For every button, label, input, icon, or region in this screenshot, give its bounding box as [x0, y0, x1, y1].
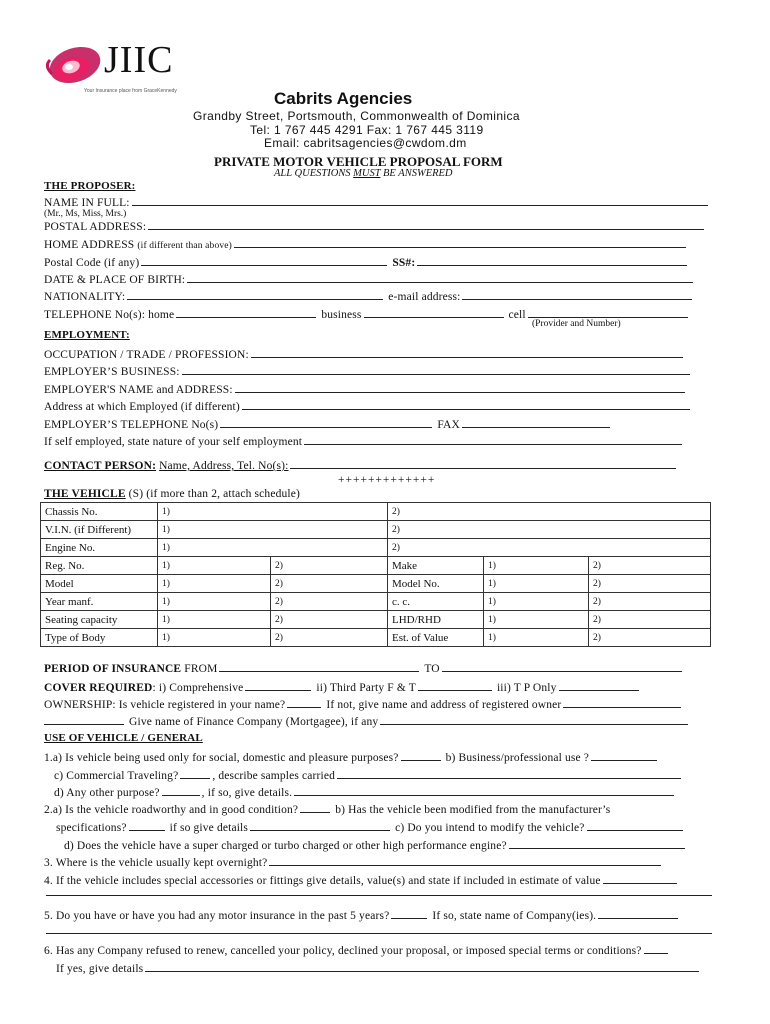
vehicle-2-cell[interactable]: 2)	[589, 611, 711, 629]
finance-field[interactable]	[380, 714, 688, 725]
q6-row	[44, 943, 670, 957]
home-address-label: HOME ADDRESS	[44, 239, 135, 251]
telephone-label: TELEPHONE No(s): home	[44, 309, 175, 321]
ownership-field[interactable]	[287, 697, 321, 708]
dob-label: DATE & PLACE OF BIRTH:	[44, 274, 186, 286]
logo-tagline: Your Insurance place from GraceKennedy	[84, 88, 177, 94]
employer-name-label: EMPLOYER'S NAME and ADDRESS:	[44, 384, 233, 396]
form-title: PRIVATE MOTOR VEHICLE PROPOSAL FORM	[214, 154, 503, 169]
table-row	[41, 611, 711, 629]
name-field[interactable]	[132, 195, 708, 206]
vehicle-heading: THE VEHICLE	[44, 488, 126, 500]
q5-row	[44, 908, 680, 922]
q1d-b-label: , if so, give details.	[201, 787, 293, 799]
q5-label: 5. Do you have or have you had any motor insurance in the past 5 years?	[44, 910, 390, 922]
vehicle-1-cell[interactable]: 1)	[158, 539, 388, 557]
nationality-row	[44, 289, 694, 303]
employment-heading: EMPLOYMENT:	[44, 329, 130, 341]
vehicle-2-cell[interactable]: 2)	[388, 503, 711, 521]
registered-owner-cont-field[interactable]	[44, 714, 124, 725]
employer-phone-field[interactable]	[220, 417, 432, 428]
vehicle-2-cell[interactable]: 2)	[589, 575, 711, 593]
table-row	[41, 593, 711, 611]
occupation-row	[44, 347, 685, 361]
vehicle-1-cell[interactable]: 1)	[158, 521, 388, 539]
q2d-field[interactable]	[509, 838, 685, 849]
row-label: Model	[41, 575, 158, 593]
registered-owner-field[interactable]	[563, 697, 681, 708]
q5-field[interactable]	[391, 908, 427, 919]
q1d-field[interactable]	[162, 785, 200, 796]
employer-business-field[interactable]	[182, 364, 690, 375]
samples-field[interactable]	[337, 768, 681, 779]
row-label: c. c.	[388, 593, 484, 611]
row-label: Model No.	[388, 575, 484, 593]
tp-only-field[interactable]	[559, 680, 639, 691]
vehicle-1-cell[interactable]: 1)	[158, 593, 271, 611]
vehicle-1-cell[interactable]: 1)	[158, 503, 388, 521]
dob-field[interactable]	[187, 272, 693, 283]
home-address-row	[44, 237, 688, 251]
contact-detail-label: Name, Address, Tel. No(s):	[159, 460, 289, 472]
row-label: Make	[388, 557, 484, 575]
vehicle-2-cell[interactable]: 2)	[271, 593, 388, 611]
postal-label: POSTAL ADDRESS:	[44, 221, 147, 233]
company-address: Grandby Street, Portsmouth, Commonwealth of Dominica	[193, 109, 520, 123]
q2d-row	[64, 838, 687, 852]
vehicle-2-cell[interactable]: 2)	[589, 557, 711, 575]
q2b-label: b) Has the vehicle been modified from the manufacturer’s	[335, 804, 611, 816]
vehicle-1-cell[interactable]: 1)	[158, 629, 271, 647]
period-to-field[interactable]	[442, 661, 682, 672]
company-email: Email: cabritsagencies@cwdom.dm	[264, 136, 467, 150]
ownership-row	[44, 697, 683, 711]
q1a-label: 1.a) Is vehicle being used only for social, domestic and pleasure purposes?	[44, 752, 399, 764]
row-label: Chassis No.	[41, 503, 158, 521]
vehicle-2-cell[interactable]: 2)	[271, 611, 388, 629]
cover-row	[44, 680, 641, 694]
self-employed-label: If self employed, state nature of your self employment	[44, 436, 303, 448]
q2c-field[interactable]	[587, 820, 683, 831]
q1c-row	[54, 768, 683, 782]
q1b-label: b) Business/professional use ?	[445, 752, 590, 764]
to-label: TO	[424, 663, 440, 675]
nationality-field[interactable]	[127, 289, 383, 300]
q1a-row	[44, 750, 659, 764]
fax-label: FAX	[437, 419, 460, 431]
address-employed-label: Address at which Employed (if different)	[44, 401, 240, 413]
q6-field[interactable]	[644, 943, 668, 954]
q6-details-field[interactable]	[145, 961, 699, 972]
vehicle-2-cell[interactable]: 2)	[589, 593, 711, 611]
employer-name-row	[44, 382, 687, 396]
third-party-label: ii) Third Party F & T	[316, 682, 416, 694]
employer-business-label: EMPLOYER’S BUSINESS:	[44, 366, 180, 378]
business-phone-field[interactable]	[364, 307, 504, 318]
q1b-field[interactable]	[591, 750, 657, 761]
dob-row	[44, 272, 695, 286]
table-row	[41, 629, 711, 647]
postal-code-field[interactable]	[141, 255, 387, 266]
q1d-row	[54, 785, 676, 799]
q1c-b-label: , describe samples carried	[212, 770, 336, 782]
table-row	[41, 557, 711, 575]
q4-field[interactable]	[603, 873, 677, 884]
from-label: FROM	[184, 663, 218, 675]
company-name: Cabrits Agencies	[274, 89, 413, 108]
comprehensive-field[interactable]	[245, 680, 311, 691]
vehicle-1-cell[interactable]: 1)	[158, 557, 271, 575]
postal-code-label: Postal Code (if any)	[44, 257, 140, 269]
if-not-label: If not, give name and address of registered owner	[326, 699, 562, 711]
email-field[interactable]	[462, 289, 692, 300]
q6-details-row	[56, 961, 701, 975]
table-row	[41, 503, 711, 521]
home-phone-field[interactable]	[176, 307, 316, 318]
self-employed-row	[44, 434, 684, 448]
row-label: Reg. No.	[41, 557, 158, 575]
vehicle-2-cell[interactable]: 2)	[271, 557, 388, 575]
q1a-field[interactable]	[401, 750, 441, 761]
third-party-field[interactable]	[418, 680, 492, 691]
vehicle-2-cell[interactable]: 2)	[271, 629, 388, 647]
ss-field[interactable]	[417, 255, 687, 266]
logo-text: JIIC	[104, 39, 174, 81]
q4-row	[44, 873, 679, 887]
comprehensive-label: : i) Comprehensive	[152, 682, 244, 694]
q5-continuation-field[interactable]	[46, 933, 712, 934]
q2a-label: 2.a) Is the vehicle roadworthy and in good condition?	[44, 804, 299, 816]
q3-label: 3. Where is the vehicle usually kept overnight?	[44, 857, 268, 869]
use-heading: USE OF VEHICLE / GENERAL	[44, 732, 203, 744]
occupation-field[interactable]	[251, 347, 683, 358]
table-row	[41, 539, 711, 557]
vehicle-1-cell[interactable]: 1)	[158, 575, 271, 593]
vehicle-1-cell[interactable]: 1)	[158, 611, 271, 629]
cover-label: COVER REQUIRED	[44, 682, 153, 694]
vehicle-2-cell[interactable]: 2)	[388, 521, 711, 539]
contact-heading: CONTACT PERSON:	[44, 460, 157, 472]
modification-field[interactable]	[250, 820, 390, 831]
vehicle-1-cell[interactable]: 1)	[484, 611, 589, 629]
period-row	[44, 661, 684, 675]
vehicle-1-cell[interactable]: 1)	[484, 557, 589, 575]
q1c-label: c) Commercial Traveling?	[54, 770, 179, 782]
vehicle-2-cell[interactable]: 2)	[589, 629, 711, 647]
row-label: Est. of Value	[388, 629, 484, 647]
q2b-give-label: if so give details	[169, 822, 249, 834]
period-label: PERIOD OF INSURANCE	[44, 663, 182, 675]
row-label: Engine No.	[41, 539, 158, 557]
q3-row	[44, 855, 663, 869]
employer-business-row	[44, 364, 692, 378]
proposer-heading: THE PROPOSER:	[44, 180, 136, 192]
home-address-note: (if different than above)	[137, 241, 232, 251]
name-label: NAME IN FULL:	[44, 197, 130, 209]
q2b-row	[56, 820, 685, 834]
ss-label: SS#:	[392, 257, 416, 269]
q2b-cont-label: specifications?	[56, 822, 127, 834]
row-label: V.I.N. (if Different)	[41, 521, 158, 539]
q3-field[interactable]	[269, 855, 661, 866]
q2a-field[interactable]	[300, 802, 330, 813]
address-employed-row	[44, 399, 692, 413]
other-purpose-field[interactable]	[294, 785, 674, 796]
q2b-field[interactable]	[129, 820, 165, 831]
employer-fax-field[interactable]	[462, 417, 610, 428]
table-row	[41, 521, 711, 539]
company-phone: Tel: 1 767 445 4291 Fax: 1 767 445 3119	[250, 123, 484, 137]
vehicle-1-cell[interactable]: 1)	[484, 575, 589, 593]
q1d-label: d) Any other purpose?	[54, 787, 160, 799]
name-row	[44, 195, 710, 209]
row-label: Seating capacity	[41, 611, 158, 629]
q2a-row	[44, 802, 610, 816]
form-subtitle: ALL QUESTIONS MUST BE ANSWERED	[274, 168, 453, 179]
row-label: LHD/RHD	[388, 611, 484, 629]
vehicle-1-cell[interactable]: 1)	[484, 593, 589, 611]
ownership-label: OWNERSHIP: Is vehicle registered in your name?	[44, 699, 286, 711]
business-label: business	[321, 309, 362, 321]
postal-field[interactable]	[148, 219, 704, 230]
row-label: Year manf.	[41, 593, 158, 611]
vehicle-table	[40, 502, 711, 647]
finance-label: Give name of Finance Company (Mortgagee), if any	[129, 716, 379, 728]
vehicle-1-cell[interactable]: 1)	[484, 629, 589, 647]
period-from-field[interactable]	[219, 661, 419, 672]
q1c-field[interactable]	[180, 768, 210, 779]
row-label: Type of Body	[41, 629, 158, 647]
q6-b-label: If yes, give details	[56, 963, 144, 975]
vehicle-2-cell[interactable]: 2)	[388, 539, 711, 557]
q4-label: 4. If the vehicle includes special accessories or fittings give details, value(s) and state if included in estimate of value	[44, 875, 601, 887]
q4-continuation-field[interactable]	[46, 895, 712, 896]
employer-name-field[interactable]	[235, 382, 685, 393]
employer-phone-label: EMPLOYER’S TELEPHONE No(s)	[44, 419, 219, 431]
vehicle-heading-note: (S) (if more than 2, attach schedule)	[125, 488, 300, 500]
employer-phone-row	[44, 417, 612, 431]
q2c-label: c) Do you intend to modify the vehicle?	[395, 822, 585, 834]
titles-note: (Mr., Ms, Miss, Mrs.)	[44, 209, 127, 219]
vehicle-2-cell[interactable]: 2)	[271, 575, 388, 593]
vehicle-heading-row	[44, 488, 300, 500]
q2d-label: d) Does the vehicle have a super charged or turbo charged or other high performance engine?	[64, 840, 507, 852]
q5-b-label: If so, state name of Company(ies).	[432, 910, 597, 922]
self-employed-field[interactable]	[304, 434, 682, 445]
postal-row	[44, 219, 706, 233]
finance-row	[44, 714, 690, 728]
contact-field[interactable]	[290, 458, 676, 469]
cell-phone-field[interactable]	[528, 307, 688, 318]
home-address-field[interactable]	[234, 237, 686, 248]
company-logo	[42, 38, 212, 108]
tp-only-label: iii) T P Only	[496, 682, 557, 694]
occupation-label: OCCUPATION / TRADE / PROFESSION:	[44, 349, 249, 361]
q6-label: 6. Has any Company refused to renew, cancelled your policy, declined your proposal, or imposed special terms or conditions?	[44, 945, 642, 957]
table-row	[41, 575, 711, 593]
provider-note: (Provider and Number)	[532, 319, 621, 329]
cell-label: cell	[508, 309, 526, 321]
contact-row	[44, 458, 678, 472]
email-label: e-mail address:	[388, 291, 461, 303]
address-employed-field[interactable]	[242, 399, 690, 410]
nationality-label: NATIONALITY:	[44, 291, 126, 303]
q5-company-field[interactable]	[598, 908, 678, 919]
separator: +++++++++++++	[338, 474, 436, 486]
postal-code-row	[44, 255, 689, 269]
